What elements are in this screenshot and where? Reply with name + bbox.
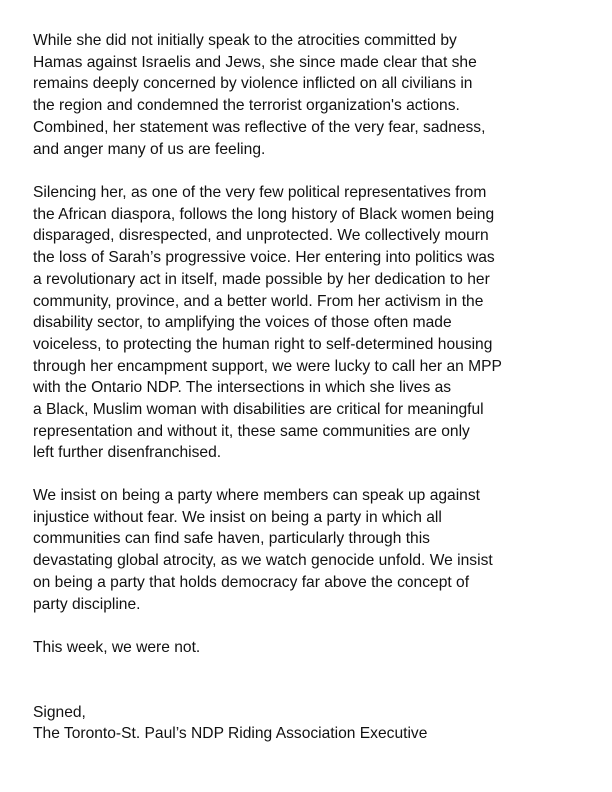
paragraph-this-week: This week, we were not. [33, 639, 201, 656]
paragraph-statement-context: While she did not initially speak to the atrocities committed by Hamas against Israelis and Jews, she since made clear that she remains deeply concerned by violence inflicted on all civilians in the region and condemned the terrorist organization's actions. Combined, her statement was reflective of the very fear, sadness, and anger many of us are feeling. [33, 32, 486, 158]
signature-signer: The Toronto-St. Paul’s NDP Riding Association Executive [33, 725, 428, 742]
paragraph-we-insist: We insist on being a party where members can speak up against injustice without fear. We insist on being a party in which all communities can find safe haven, particularly through this devastating global atrocity, as we watch genocide unfold. We insist on being a party that holds democracy far above the concept of party discipline. [33, 487, 493, 613]
signature-label: Signed, [33, 704, 86, 721]
paragraph-silencing: Silencing her, as one of the very few political representatives from the African diaspora, follows the long history of Black women being disparaged, disrespected, and unprotected. We collectively mourn the loss of Sarah’s progressive voice. Her entering into politics was a revolutionary act in itself, made possible by her dedication to her community, province, and a better world. From her activism in the disability sector, to amplifying the voices of those often made voiceless, to protecting the human right to self-determined housing through her encampment support, we were lucky to call her an MPP with the Ontario NDP. The intersections in which she lives as a Black, Muslim woman with disabilities are critical for meaningful representation and without it, these same communities are only left further disenfranchised. [33, 184, 502, 462]
